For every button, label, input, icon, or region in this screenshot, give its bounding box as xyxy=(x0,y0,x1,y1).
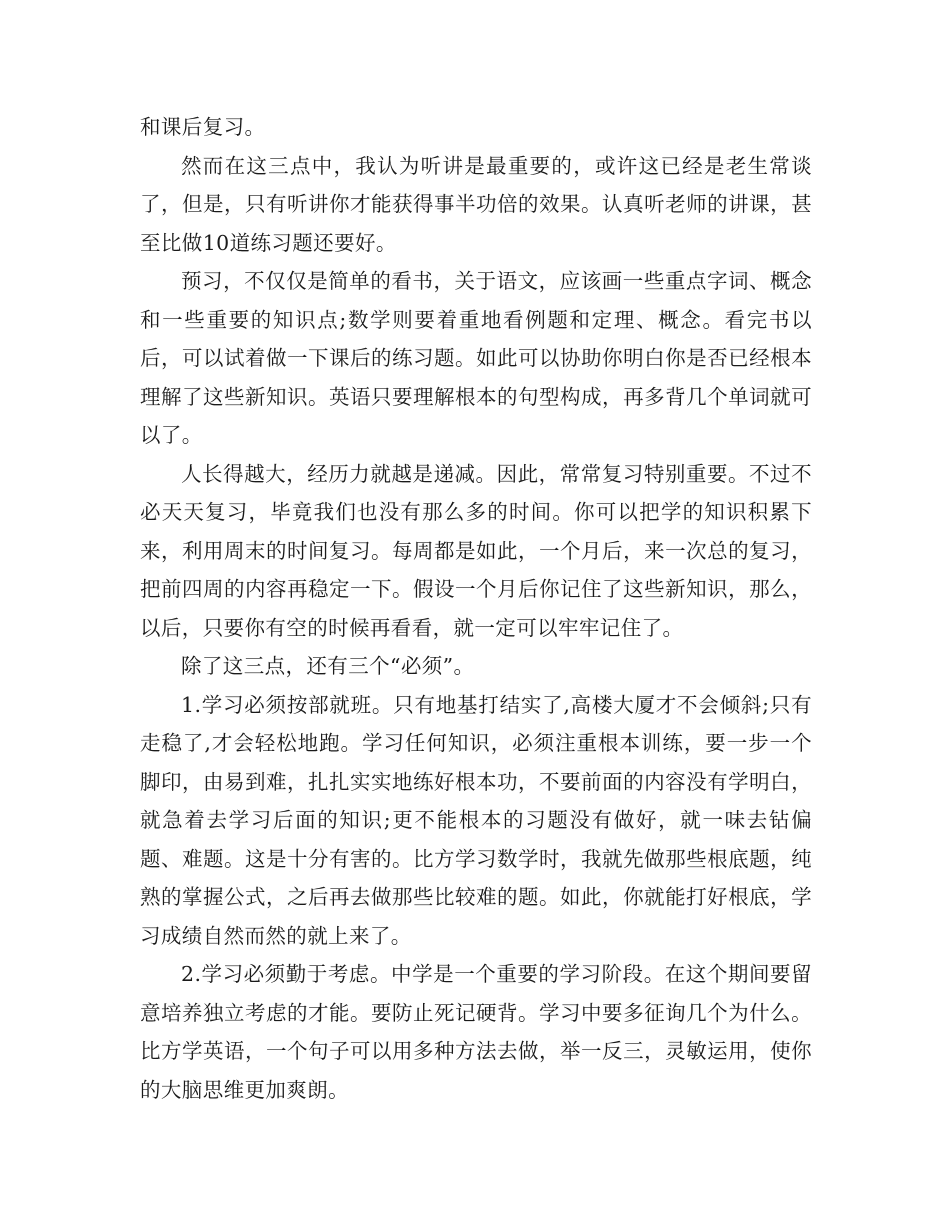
paragraph-three-musts-intro: 除了这三点，还有三个“必须”。 xyxy=(181,654,475,678)
paragraph-continuation: 和课后复习。 xyxy=(140,115,266,139)
document-body xyxy=(140,108,812,1109)
paragraph-must-2: 2.学习必须勤于考虑。中学是一个重要的学习阶段。在这个期间要留意培养独立考虑的才能。要防止死记硬背。学习中要多征询几个为什么。比方学英语，一个句子可以用多种方法去做，举一反三，灵敏运用，使你的大脑思维更加爽朗。 xyxy=(140,962,812,1102)
paragraph-must-1: 1.学习必须按部就班。只有地基打结实了,高楼大厦才不会倾斜;只有走稳了,才会轻松地跑。学习任何知识，必须注重根本训练，要一步一个脚印，由易到难，扎扎实实地练好根本功，不要前面的内容没有学明白，就急着去学习后面的知识;更不能根本的习题没有做好，就一味去钻偏题、难题。这是十分有害的。比方学习数学时，我就先做那些根底题，纯熟的掌握公式，之后再去做那些比较难的题。如此，你就能打好根底，学习成绩自然而然的就上来了。 xyxy=(140,692,812,948)
paragraph-review: 人长得越大，经历力就越是递减。因此，常常复习特别重要。不过不必天天复习，毕竟我们也没有那么多的时间。你可以把学的知识积累下来，利用周末的时间复习。每周都是如此，一个月后，来一次总的复习，把前四周的内容再稳定一下。假设一个月后你记住了这些新知识，那么，以后，只要你有空的时候再看看，就一定可以牢牢记住了。 xyxy=(140,461,812,640)
paragraph-listening: 然而在这三点中，我认为听讲是最重要的，或许这已经是老生常谈了，但是，只有听讲你才能获得事半功倍的效果。认真听老师的讲课，甚至比做10道练习题还要好。 xyxy=(140,153,812,255)
paragraph-preview: 预习，不仅仅是简单的看书，关于语文，应该画一些重点字词、概念和一些重要的知识点;数学则要着重地看例题和定理、概念。看完书以后，可以试着做一下课后的练习题。如此可以协助你明白你是否已经根本理解了这些新知识。英语只要理解根本的句型构成，再多背几个单词就可以了。 xyxy=(140,269,812,447)
